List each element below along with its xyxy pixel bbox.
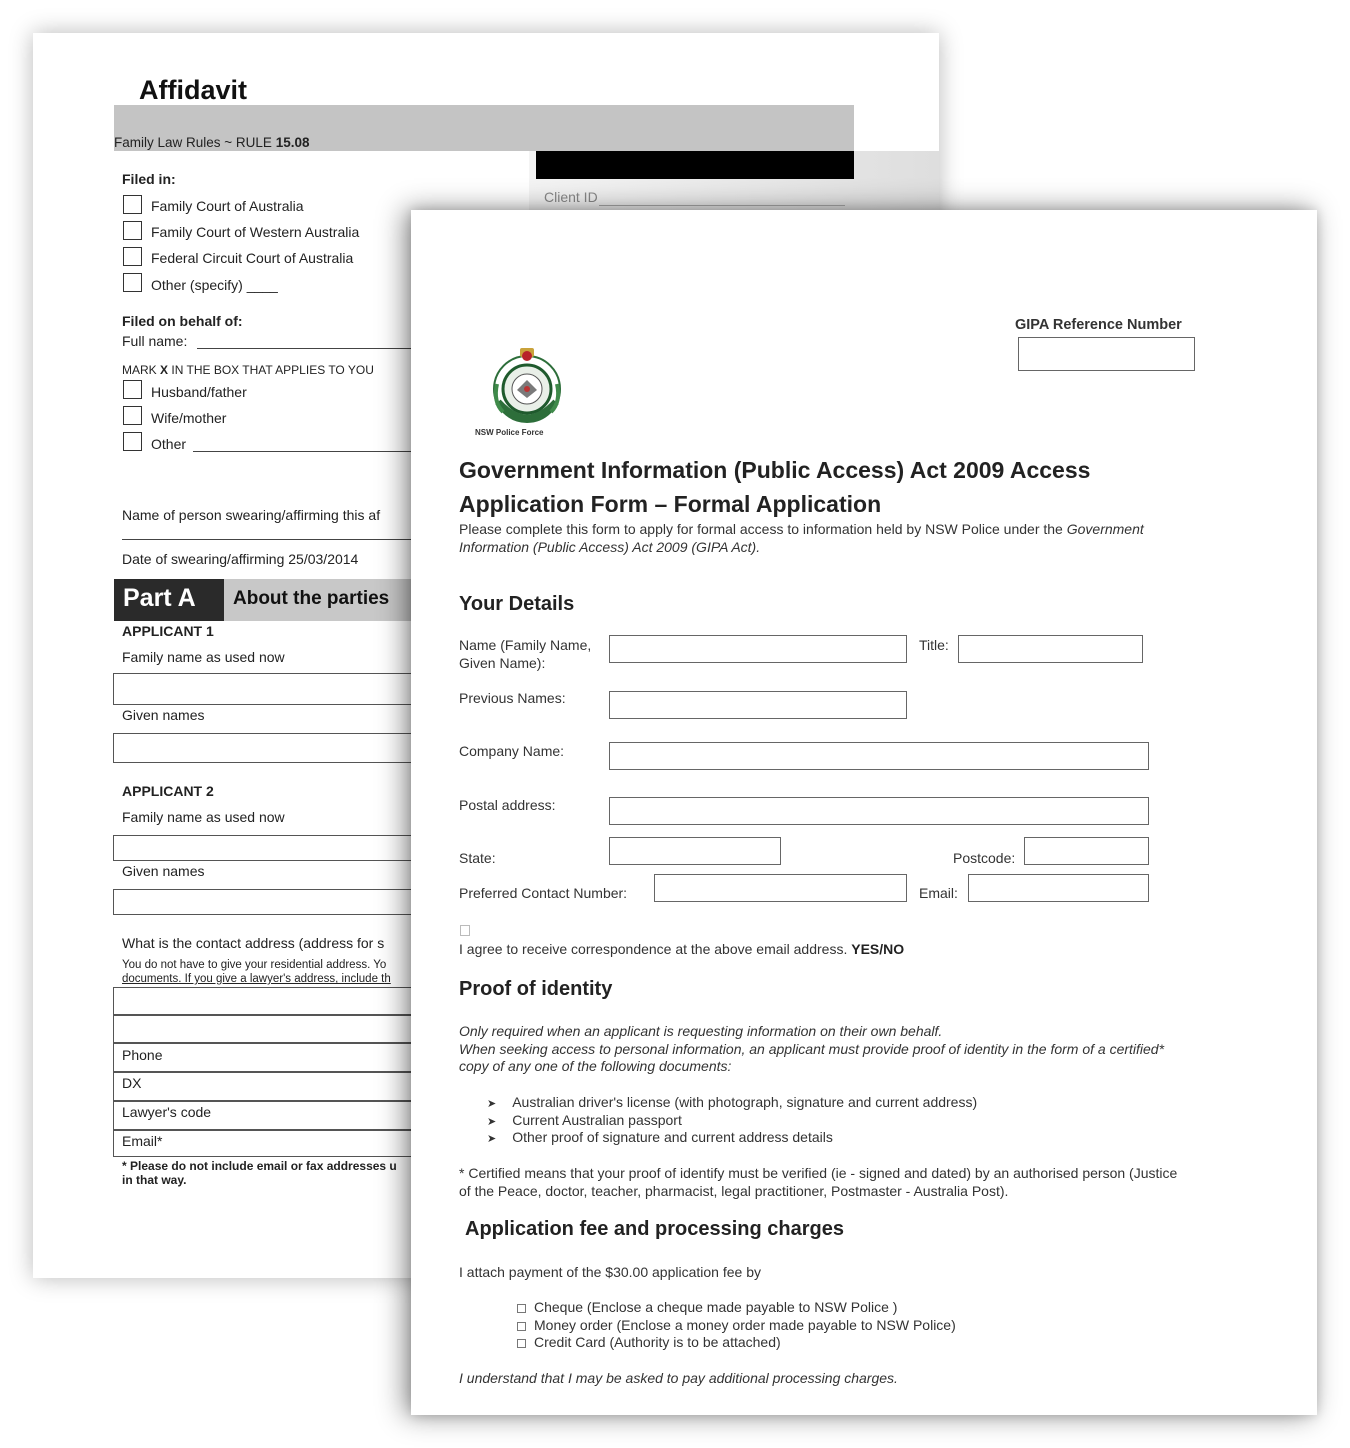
role-option-1: Husband/father bbox=[151, 384, 247, 400]
contact-number-label: Preferred Contact Number: bbox=[459, 885, 628, 901]
payment-option-cheque[interactable]: Cheque (Enclose a cheque made payable to NSW Police ) bbox=[517, 1299, 897, 1315]
black-bar bbox=[536, 151, 854, 179]
intro-line-1: Please complete this form to apply for formal access to information held by NSW Police under the Government bbox=[459, 521, 1144, 537]
fee-intro: I attach payment of the $30.00 application fee by bbox=[459, 1264, 761, 1280]
court-option-1: Family Court of Australia bbox=[151, 198, 304, 214]
role-option-2: Wife/mother bbox=[151, 410, 227, 426]
gipa-reference-field[interactable] bbox=[1018, 337, 1195, 371]
proof-line-3: copy of any one of the following documents: bbox=[459, 1058, 732, 1074]
court-checkbox-4[interactable] bbox=[123, 273, 142, 292]
payment-option-credit-card[interactable]: Credit Card (Authority is to be attached) bbox=[517, 1334, 781, 1350]
applicant-2-label: APPLICANT 2 bbox=[122, 783, 214, 799]
document-item-1: ➤ Australian driver's license (with photograph, signature and current address) bbox=[487, 1094, 978, 1110]
applicant-1-label: APPLICANT 1 bbox=[122, 623, 214, 639]
residential-note-line-2: documents. If you give a lawyer's address, include th bbox=[122, 973, 391, 985]
postal-address-label: Postal address: bbox=[459, 797, 556, 813]
email-label: Email: bbox=[919, 885, 958, 901]
proof-line-2: When seeking access to personal information, an applicant must provide proof of identity in the form of a certified* bbox=[459, 1041, 1165, 1057]
name-label-line-2: Given Name): bbox=[459, 655, 546, 671]
email-label: Email* bbox=[122, 1133, 163, 1149]
applicant-1-family-name-field[interactable] bbox=[113, 673, 423, 705]
certified-line-2: of the Peace, doctor, teacher, pharmacist, legal practitioner, Postmaster - Australia Post). bbox=[459, 1183, 1009, 1199]
applicant-2-given-names-field[interactable] bbox=[113, 889, 423, 915]
form-title-line-2: Application Form – Formal Application bbox=[459, 491, 882, 517]
fee-heading: Application fee and processing charges bbox=[465, 1218, 844, 1240]
full-name-line[interactable] bbox=[197, 348, 417, 349]
document-item-2: ➤ Current Australian passport bbox=[487, 1112, 682, 1128]
court-option-4: Other (specify) ____ bbox=[151, 277, 278, 293]
residential-note-line-1: You do not have to give your residential address. Yo bbox=[122, 959, 387, 971]
role-option-3: Other bbox=[151, 436, 187, 452]
phone-label: Phone bbox=[122, 1047, 163, 1063]
state-label: State: bbox=[459, 850, 496, 866]
applicant-2-family-name-label: Family name as used now bbox=[122, 809, 285, 825]
filed-on-behalf-label: Filed on behalf of: bbox=[122, 313, 243, 329]
postcode-field[interactable] bbox=[1024, 837, 1149, 865]
dx-field[interactable] bbox=[113, 1072, 423, 1101]
mark-instruction: MARK X IN THE BOX THAT APPLIES TO YOU bbox=[122, 363, 374, 377]
previous-names-field[interactable] bbox=[609, 691, 907, 719]
contact-number-field[interactable] bbox=[654, 874, 907, 902]
swearing-date-label: Date of swearing/affirming 25/03/2014 bbox=[122, 551, 359, 567]
client-id-label: Client ID bbox=[544, 189, 598, 205]
court-checkbox-2[interactable] bbox=[123, 221, 142, 240]
closing-note: I understand that I may be asked to pay additional processing charges. bbox=[459, 1370, 898, 1386]
applicant-2-given-names-label: Given names bbox=[122, 863, 205, 879]
dx-label: DX bbox=[122, 1075, 142, 1091]
checkbox-icon[interactable] bbox=[517, 1322, 526, 1331]
checkbox-icon[interactable] bbox=[517, 1304, 526, 1313]
full-name-label: Full name: bbox=[122, 333, 188, 349]
postal-address-field[interactable] bbox=[609, 797, 1149, 825]
email-note-line-2: in that way. bbox=[122, 1173, 187, 1187]
form-title-line-1: Government Information (Public Access) Act 2009 Access bbox=[459, 457, 1091, 483]
email-note-line-1: * Please do not include email or fax addresses u bbox=[122, 1159, 397, 1173]
arrow-bullet-icon: ➤ bbox=[487, 1116, 497, 1128]
filed-in-label: Filed in: bbox=[122, 171, 176, 187]
title-label: Title: bbox=[919, 637, 949, 653]
gipa-reference-label: GIPA Reference Number bbox=[1015, 317, 1182, 333]
previous-names-label: Previous Names: bbox=[459, 690, 566, 706]
address-field-2[interactable] bbox=[113, 1015, 423, 1043]
client-id-line bbox=[599, 205, 845, 206]
name-label-line-1: Name (Family Name, bbox=[459, 637, 592, 653]
court-checkbox-1[interactable] bbox=[123, 195, 142, 214]
title-field[interactable] bbox=[958, 635, 1143, 663]
nsw-police-logo bbox=[473, 342, 593, 442]
agree-text: I agree to receive correspondence at the above email address. YES/NO bbox=[459, 941, 905, 957]
state-field[interactable] bbox=[609, 837, 781, 865]
arrow-bullet-icon: ➤ bbox=[487, 1133, 497, 1145]
applicant-2-family-name-field[interactable] bbox=[113, 835, 423, 861]
agree-checkbox[interactable] bbox=[460, 925, 470, 936]
arrow-bullet-icon: ➤ bbox=[487, 1098, 497, 1110]
document-item-3: ➤ Other proof of signature and current address details bbox=[487, 1129, 833, 1145]
address-field-1[interactable] bbox=[113, 987, 423, 1015]
applicant-1-family-name-label: Family name as used now bbox=[122, 649, 285, 665]
role-other-line[interactable] bbox=[193, 451, 417, 452]
company-name-field[interactable] bbox=[609, 742, 1149, 770]
applicant-1-given-names-label: Given names bbox=[122, 707, 205, 723]
name-field[interactable] bbox=[609, 635, 907, 663]
role-checkbox-2[interactable] bbox=[123, 406, 142, 425]
court-option-3: Federal Circuit Court of Australia bbox=[151, 250, 354, 266]
contact-address-label: What is the contact address (address for s bbox=[122, 935, 385, 951]
your-details-heading: Your Details bbox=[459, 593, 575, 615]
swearing-name-line[interactable] bbox=[122, 539, 422, 540]
intro-line-2: Information (Public Access) Act 2009 (GIPA Act). bbox=[459, 539, 761, 555]
applicant-1-given-names-field[interactable] bbox=[113, 733, 423, 763]
checkbox-icon[interactable] bbox=[517, 1339, 526, 1348]
proof-line-1: Only required when an applicant is requesting information on their own behalf. bbox=[459, 1023, 943, 1039]
logo-caption: NSW Police Force bbox=[475, 428, 544, 437]
company-name-label: Company Name: bbox=[459, 743, 565, 759]
court-option-2: Family Court of Western Australia bbox=[151, 224, 360, 240]
lawyers-code-label: Lawyer's code bbox=[122, 1104, 212, 1120]
email-field[interactable] bbox=[968, 874, 1149, 902]
court-checkbox-3[interactable] bbox=[123, 247, 142, 266]
part-a-label: Part A bbox=[123, 584, 196, 612]
role-checkbox-3[interactable] bbox=[123, 432, 142, 451]
affidavit-title: Affidavit bbox=[139, 75, 247, 105]
police-badge-icon bbox=[473, 342, 593, 442]
part-a-title: About the parties bbox=[233, 588, 390, 609]
rule-reference: Family Law Rules ~ RULE 15.08 bbox=[114, 135, 310, 150]
proof-heading: Proof of identity bbox=[459, 978, 613, 1000]
swearing-name-label: Name of person swearing/affirming this af bbox=[122, 507, 381, 523]
postcode-label: Postcode: bbox=[953, 850, 1016, 866]
role-checkbox-1[interactable] bbox=[123, 380, 142, 399]
payment-option-money-order[interactable]: Money order (Enclose a money order made payable to NSW Police) bbox=[517, 1317, 956, 1333]
certified-line-1: * Certified means that your proof of identify must be verified (ie - signed and dated) by an authorised person (Justice bbox=[459, 1165, 1178, 1181]
gipa-form-page bbox=[411, 210, 1317, 1415]
